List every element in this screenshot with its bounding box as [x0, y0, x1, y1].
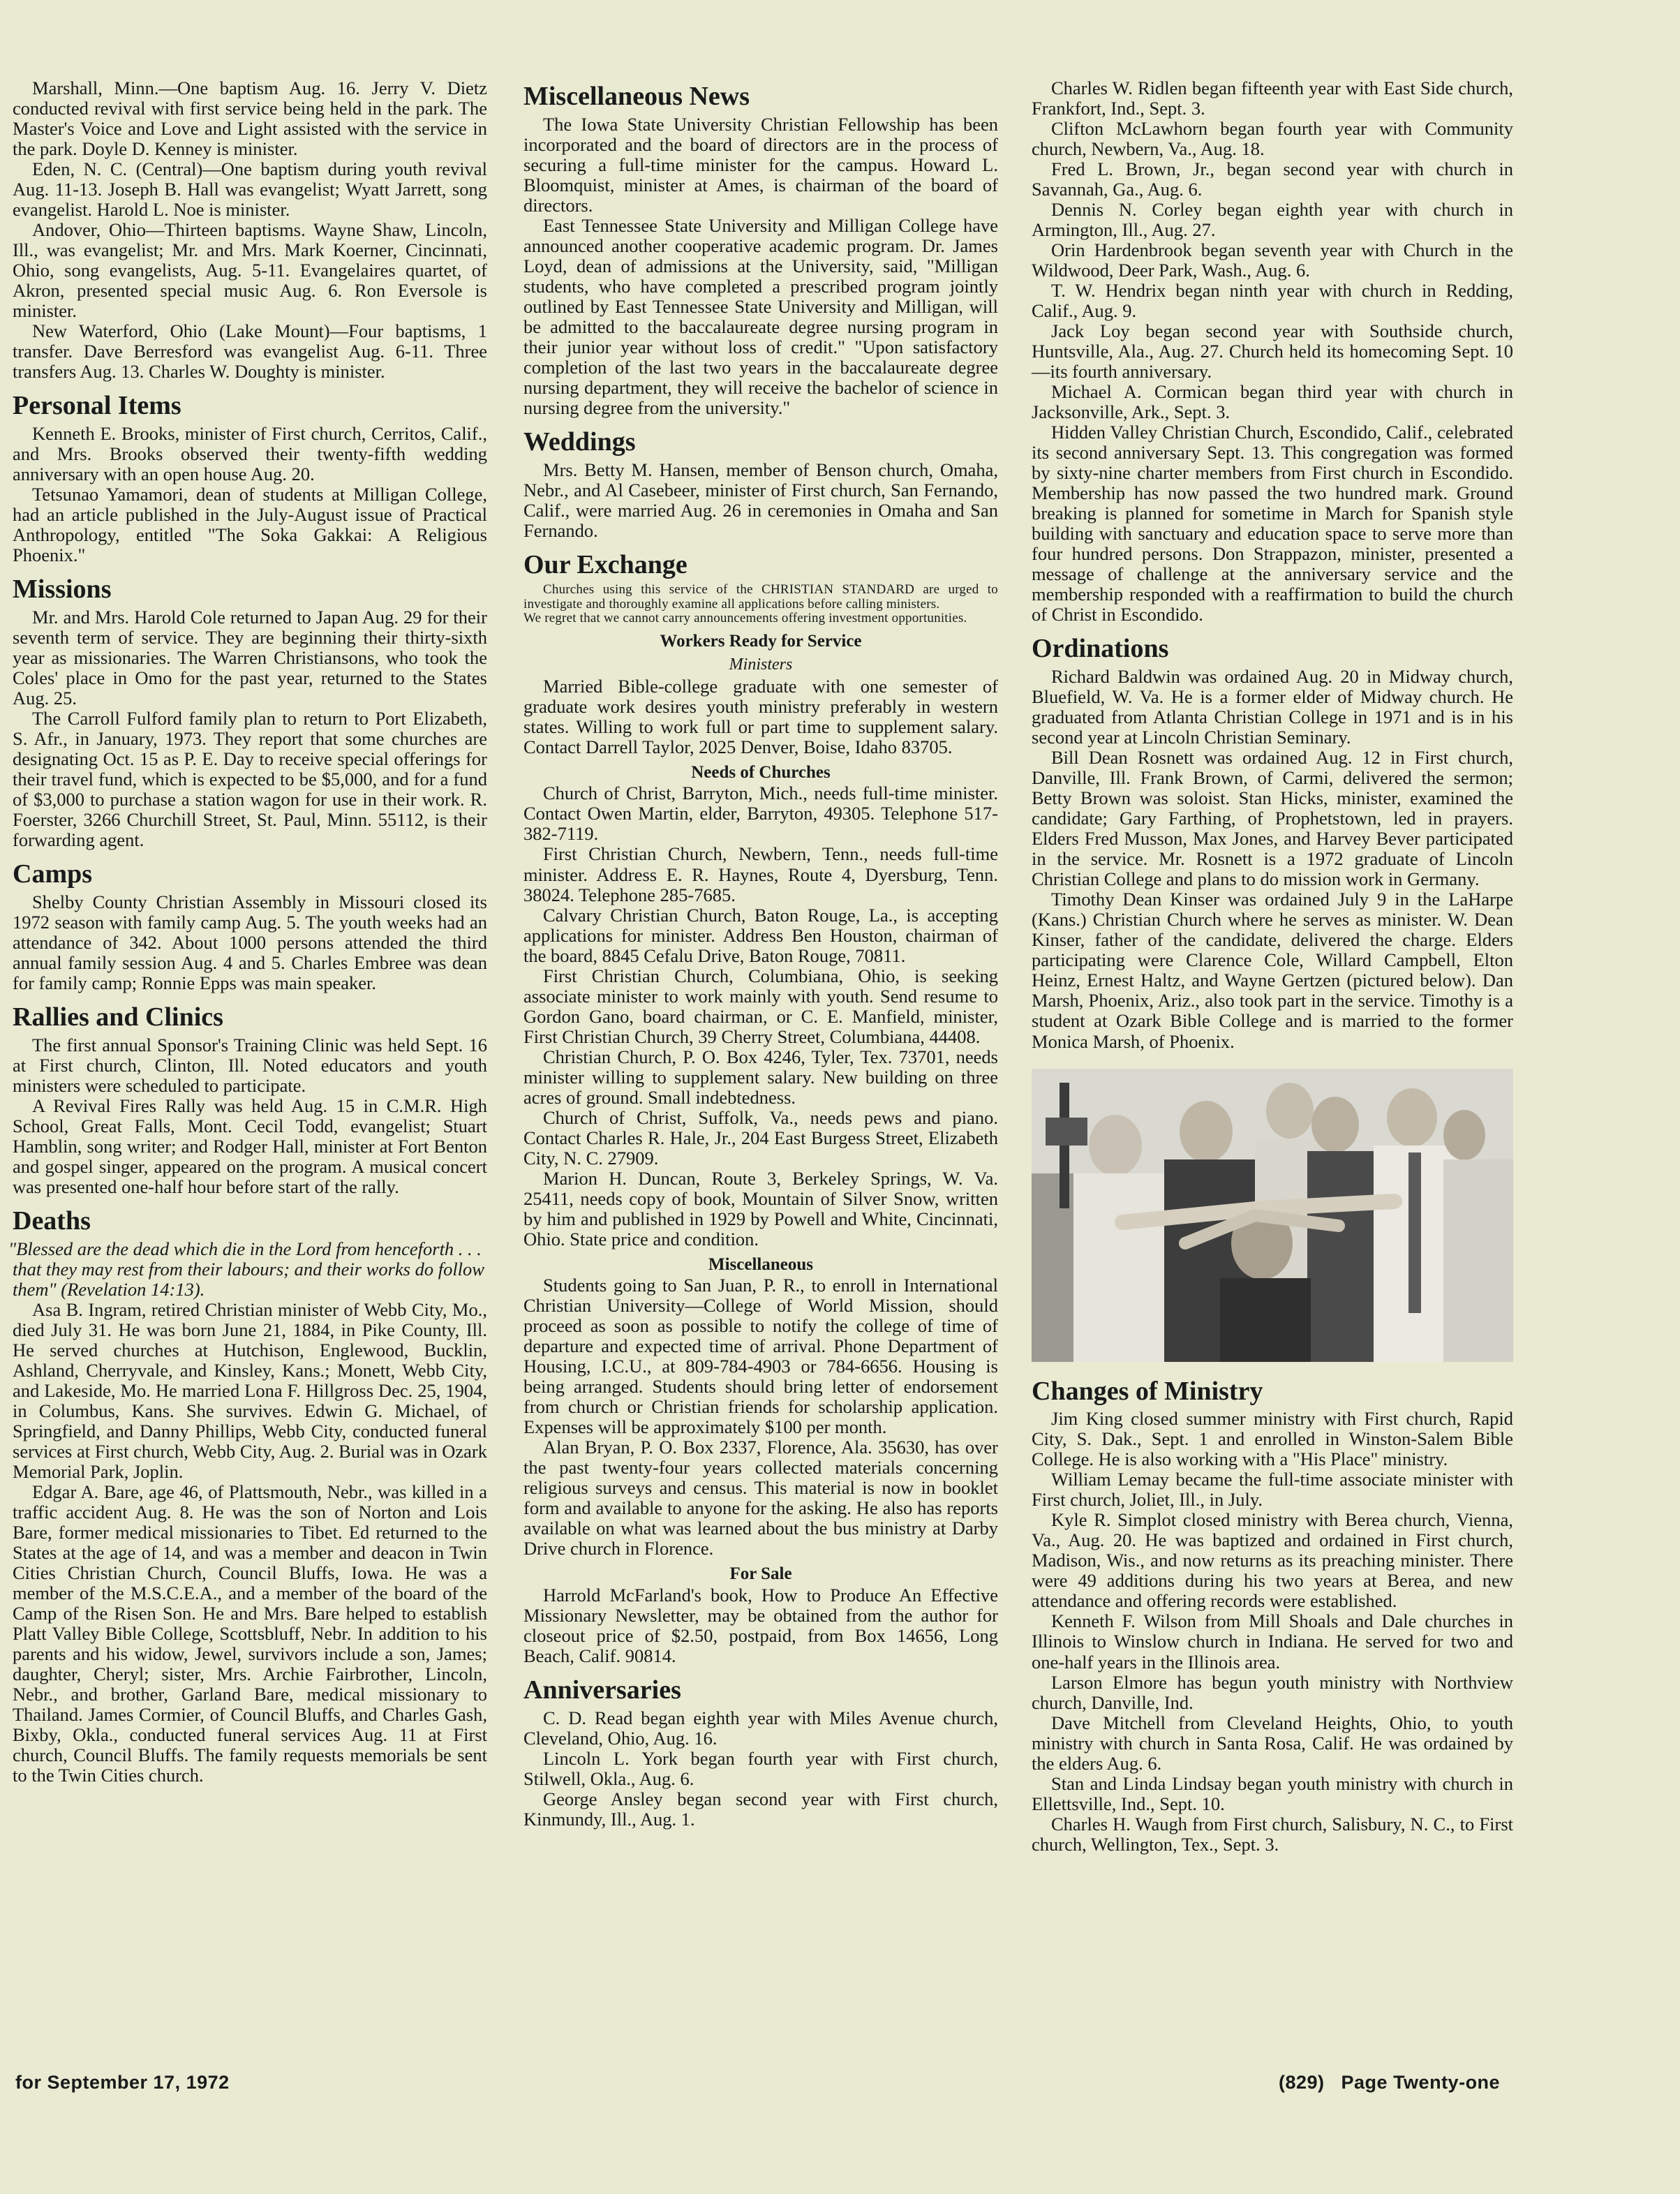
- news-item: Andover, Ohio—Thirteen baptisms. Wayne Shaw, Lincoln, Ill., was evangelist; Mr. and Mrs. Mark Koerner, Cincinnati, Ohio, song evangelists, Aug. 5-11. Evangelaires quartet, of Akron, presented special music Aug. 6. Ron Eversole is minister.: [13, 219, 487, 322]
- news-item: Marshall, Minn.—One baptism Aug. 16. Jerry V. Dietz conducted revival with first service being held in the park. The Master's Voice and Love and Light assisted with the service in the park. Doyle D. Kenney is minister.: [13, 77, 487, 160]
- news-item: The Carroll Fulford family plan to return to Port Elizabeth, S. Afr., in January, 1973. They report that some churches are designating Oct. 15 as P. E. Day to receive special offerings for their travel fund, which is expected to be $5,000, and for a fund of $3,000 to purchase a station wagon for use in their work. R. Foerster, 3266 Churchill Street, St. Paul, Minn. 55112, is their forwarding agent.: [13, 708, 487, 851]
- news-item: Charles W. Ridlen began fifteenth year with East Side church, Frankfort, Ind., Sept. 3.: [1032, 77, 1513, 119]
- section-heading-miscellaneous-news: Miscellaneous News: [523, 82, 750, 111]
- classified-item: First Christian Church, Newbern, Tenn., needs full-time minister. Address E. R. Haynes, Route 4, Dyersburg, Tenn. 38024. Telephone 285-7685.: [523, 843, 998, 905]
- classified-item: Students going to San Juan, P. R., to enroll in International Christian University—College of World Mission, should proceed as soon as possible to notify the college of time of departure and expected time of arrival. Phone Department of Housing, I.C.U., at 809-784-4903 or 784-6656. Housing is being arranged. Students should bring letter of endorsement from church or Christian friends for scholarship application. Expenses will be approximately $100 per month.: [523, 1275, 998, 1438]
- obituary: Edgar A. Bare, age 46, of Plattsmouth, Nebr., was killed in a traffic accident Aug. 8. He was the son of Norton and Lois Bare, former medical missionaries to Tibet. Ed returned to the States at the age of 14, and was a member and deacon in Twin Cities Christian Church, Council Bluffs, Iowa. He was a member of the M.S.C.E.A., and a member of the board of the Camp of the Risen Son. He and Mrs. Bare helped to establish Platt Valley Bible College, Scottsbluff, Nebr. In addition to his parents and his widow, Jewel, survivors include a son, James; daughter, Cheryl; sister, Mrs. Archie Fairbrother, Lincoln, Nebr., and brother, Garland Bare, medical missionary to Thailand. James Cormier, of Council Bluffs, and Charles Gash, Bixby, Okla., conducted funeral services Aug. 11 at First church, Council Bluffs. The family requests memorials be sent to the Twin Cities church.: [13, 1481, 487, 1786]
- news-item: William Lemay became the full-time associate minister with First church, Joliet, Ill., in July.: [1032, 1469, 1513, 1511]
- footer-page-number: (829) Page Twenty-one: [1279, 2072, 1501, 2093]
- section-heading-anniversaries: Anniversaries: [523, 1675, 681, 1705]
- ordination-photo: [1032, 1069, 1513, 1362]
- news-item: Larson Elmore has begun youth ministry with Northview church, Danville, Ind.: [1032, 1671, 1513, 1713]
- scripture-quote: "Blessed are the dead which die in the Lord from henceforth . . . that they may rest from their labours; and their works do follow them" (Revelation 14:13).: [8, 1238, 484, 1300]
- news-item: Stan and Linda Lindsay began youth ministry with church in Ellettsville, Ind., Sept. 10.: [1032, 1772, 1513, 1814]
- news-item: C. D. Read began eighth year with Miles Avenue church, Cleveland, Ohio, Aug. 16.: [523, 1707, 998, 1749]
- news-item: Bill Dean Rosnett was ordained Aug. 12 in First church, Danville, Ill. Frank Brown, of Carmi, delivered the sermon; Betty Brown was soloist. Stan Hicks, minister, examined the candidate; Gary Farthing, of Prophetstown, led in prayers. Elders Fred Musson, Max Jones, and Harvey Bever participated in the service. Mr. Rosnett is a 1972 graduate of Lincoln Christian College and plans to do mission work in Germany.: [1032, 747, 1513, 890]
- classified-item: Marion H. Duncan, Route 3, Berkeley Springs, W. Va. 25411, needs copy of book, Mountain of Silver Snow, written by him and published in 1929 by Powell and White, Cincinnati, Ohio. State price and condition.: [523, 1167, 998, 1250]
- news-item: Jim King closed summer ministry with First church, Rapid City, S. Dak., Sept. 1 and enrolled in Winston-Salem Bible College. He is also working with a "His Place" ministry.: [1032, 1408, 1513, 1470]
- news-item: Clifton McLawhorn began fourth year with Community church, Newbern, Va., Aug. 18.: [1032, 118, 1513, 160]
- news-item: Hidden Valley Christian Church, Escondido, Calif., celebrated its second anniversary Sept. 13. This congregation was formed by sixty-nine charter members from First church in Escondido. Membership has now passed the two hundred mark. Ground breaking is planned for sometime in March for Spanish style building with sanctuary and education space to serve more than four hundred persons. Don Strappazon, minister, presented a message of challenge at the anniversary service and the membership responded with a reaffirmation to build the church of Christ in Escondido.: [1032, 422, 1513, 625]
- ordination-photo-image: [1032, 1069, 1513, 1362]
- news-item: Tetsunao Yamamori, dean of students at Milligan College, had an article published in the July-August issue of Practical Anthropology, entitled "The Soka Gakkai: A Religious Phoenix.": [13, 484, 487, 566]
- column-middle: [523, 78, 998, 1830]
- column-right: [1032, 78, 1513, 1855]
- subheading-for-sale: For Sale: [729, 1564, 792, 1584]
- exchange-disclaimer: We regret that we cannot carry announcements offering investment opportunities.: [523, 611, 967, 626]
- classified-item: Church of Christ, Barryton, Mich., needs full-time minister. Contact Owen Martin, elder, Barryton, 49305. Telephone 517-382-7119.: [523, 783, 998, 845]
- news-item: Lincoln L. York began fourth year with First church, Stilwell, Okla., Aug. 6.: [523, 1747, 998, 1789]
- subheading-workers-ready: Workers Ready for Service: [660, 632, 862, 651]
- news-item: Mr. and Mrs. Harold Cole returned to Japan Aug. 29 for their seventh term of service. They are beginning their thirty-sixth year as missionaries. The Warren Christiansons, who took the Coles' place in Omo for the past year, returned to the States Aug. 25.: [13, 606, 487, 709]
- section-heading-missions: Missions: [13, 575, 112, 605]
- news-item: Kyle R. Simplot closed ministry with Berea church, Vienna, Va., Aug. 20. He was baptized and ordained in First church, Madison, Wis., and now returns as its preaching minister. There were 49 additions during his two years at Berea, and new attendance and offering records were established.: [1032, 1509, 1513, 1612]
- classified-item: Married Bible-college graduate with one semester of graduate work desires youth ministry preferably in western states. Willing to work full or part time to supplement salary. Contact Darrell Taylor, 2025 Denver, Boise, Idaho 83705.: [523, 676, 998, 758]
- news-item: Mrs. Betty M. Hansen, member of Benson church, Omaha, Nebr., and Al Casebeer, minister of First church, San Fernando, Calif., were married Aug. 26 in ceremonies in Omaha and San Fernando.: [523, 459, 998, 541]
- exchange-disclaimer: Churches using this service of the CHRISTIAN STANDARD are urged to investigate and thoroughly examine all applications before calling ministers.: [523, 581, 998, 611]
- news-item: Charles H. Waugh from First church, Salisbury, N. C., to First church, Wellington, Tex., Sept. 3.: [1032, 1813, 1513, 1855]
- classified-item: First Christian Church, Columbiana, Ohio, is seeking associate minister to work mainly with youth. Send resume to Gordon Gano, board chairman, or C. E. Manfield, minister, First Christian Church, 39 Cherry Street, Columbiana, 44408.: [523, 965, 998, 1047]
- news-item: Fred L. Brown, Jr., began second year with church in Savannah, Ga., Aug. 6.: [1032, 158, 1513, 200]
- section-heading-personal-items: Personal Items: [13, 391, 181, 421]
- section-heading-our-exchange: Our Exchange: [523, 549, 687, 579]
- news-item: A Revival Fires Rally was held Aug. 15 in C.M.R. High School, Great Falls, Mont. Cecil Todd, evangelist; Stuart Hamblin, song writer; and Rodger Hall, minister at Fort Benton and gospel singer, appeared on the program. A musical concert was presented one-half hour before start of the rally.: [13, 1095, 487, 1197]
- section-heading-deaths: Deaths: [13, 1206, 91, 1236]
- news-item: T. W. Hendrix began ninth year with church in Redding, Calif., Aug. 9.: [1032, 280, 1513, 322]
- column-left: [8, 77, 487, 1786]
- news-item: Jack Loy began second year with Southside church, Huntsville, Ala., Aug. 27. Church held its homecoming Sept. 10—its fourth anniversary.: [1032, 320, 1513, 383]
- news-item: Orin Hardenbrook began seventh year with Church in the Wildwood, Deer Park, Wash., Aug. 6.: [1032, 239, 1513, 281]
- news-item: George Ansley began second year with First church, Kinmundy, Ill., Aug. 1.: [523, 1788, 998, 1830]
- section-heading-weddings: Weddings: [523, 427, 636, 457]
- footer-date: for September 17, 1972: [15, 2072, 230, 2093]
- obituary: Asa B. Ingram, retired Christian minister of Webb City, Mo., died July 31. He was born June 21, 1884, in Pike County, Ill. He served churches at Hutchison, Englewood, Bucklin, Ashland, Cherryvale, and Kinsley, Kans.; Monett, Webb City, and Lakeside, Mo. He married Lona F. Hillgross Dec. 25, 1904, in Columbus, Kans. She survives. Edwin G. Michael, of Springfield, and Danny Phillips, Webb City, conducted funeral services at First church, Webb City, Aug. 2. Burial was in Ozark Memorial Park, Joplin.: [13, 1298, 487, 1482]
- news-item: Michael A. Cormican began third year with church in Jacksonville, Ark., Sept. 3.: [1032, 381, 1513, 423]
- section-heading-changes-of-ministry: Changes of Ministry: [1032, 1376, 1263, 1406]
- news-item: Dave Mitchell from Cleveland Heights, Ohio, to youth ministry with church in Santa Rosa, Calif. He was ordained by the elders Aug. 6.: [1032, 1712, 1513, 1774]
- news-item: Shelby County Christian Assembly in Missouri closed its 1972 season with family camp Aug. 5. The youth weeks had an attendance of 342. About 1000 persons attended the third annual family session Aug. 4 and 5. Charles Embree was dean for family camp; Ronnie Epps was main speaker.: [13, 891, 487, 993]
- news-item: Eden, N. C. (Central)—One baptism during youth revival Aug. 11-13. Joseph B. Hall was evangelist; Wyatt Jarrett, song evangelist. Harold L. Noe is minister.: [13, 158, 487, 221]
- classified-item: Church of Christ, Suffolk, Va., needs pews and piano. Contact Charles R. Hale, Jr., 204 East Burgess Street, Elizabeth City, N. C. 27909.: [523, 1106, 998, 1169]
- classified-item: Harrold McFarland's book, How to Produce An Effective Missionary Newsletter, may be obtained from the author for closeout price of $2.50, postpaid, from Box 14656, Long Beach, Calif. 90814.: [523, 1584, 998, 1666]
- news-item: New Waterford, Ohio (Lake Mount)—Four baptisms, 1 transfer. Dave Berresford was evangelist Aug. 6-11. Three transfers Aug. 13. Charles W. Doughty is minister.: [13, 320, 487, 383]
- news-item: Dennis N. Corley began eighth year with church in Armington, Ill., Aug. 27.: [1032, 199, 1513, 241]
- subheading-needs-of-churches: Needs of Churches: [691, 763, 831, 783]
- subheading-miscellaneous: Miscellaneous: [708, 1254, 813, 1274]
- news-item: The Iowa State University Christian Fellowship has been incorporated and the board of directors are in the process of securing a full-time minister for the campus. Howard L. Bloomquist, minister at Ames, is chairman of the board of directors.: [523, 113, 998, 216]
- news-item: Kenneth E. Brooks, minister of First church, Cerritos, Calif., and Mrs. Brooks observed their twenty-fifth wedding anniversary with an open house Aug. 20.: [13, 423, 487, 485]
- subheading-ministers: Ministers: [729, 655, 793, 674]
- news-item: Kenneth F. Wilson from Mill Shoals and Dale churches in Illinois to Winslow church in Indiana. He served for two and one-half years in the Illinois area.: [1032, 1610, 1513, 1673]
- news-item: East Tennessee State University and Milligan College have announced another cooperative academic program. Dr. James Loyd, dean of admissions at the University, said, "Milligan students, who have completed a prescribed program jointly outlined by East Tennessee State University and Milligan, will be admitted to the baccalaureate degree nursing program in their junior year without loss of credit." "Upon satisfactory completion of the last two years in the baccalaureate degree nursing department, they will receive the bachelor of science in nursing degree from the university.": [523, 214, 998, 419]
- classified-item: Calvary Christian Church, Baton Rouge, La., is accepting applications for minister. Address Ben Houston, chairman of the board, 8845 Cefalu Drive, Baton Rouge, 70811.: [523, 904, 998, 966]
- classified-item: Christian Church, P. O. Box 4246, Tyler, Tex. 73701, needs minister willing to supplement salary. New building on three acres of ground. Small indebtedness.: [523, 1046, 998, 1108]
- news-item: The first annual Sponsor's Training Clinic was held Sept. 16 at First church, Clinton, Ill. Noted educators and youth ministers were scheduled to participate.: [13, 1034, 487, 1096]
- news-item: Timothy Dean Kinser was ordained July 9 in the LaHarpe (Kans.) Christian Church where he serves as minister. W. Dean Kinser, father of the candidate, delivered the charge. Elders participating were Clarence Cole, Willard Campbell, Elton Heinz, Ernest Haltz, and Wayne Gertzen (pictured below). Dan Marsh, Phoenix, Ariz., also took part in the service. Timothy is a student at Ozark Bible College and is married to the former Monica Marsh, of Phoenix.: [1032, 889, 1513, 1052]
- section-heading-camps: Camps: [13, 859, 93, 889]
- section-heading-rallies: Rallies and Clinics: [13, 1002, 223, 1032]
- news-item: Richard Baldwin was ordained Aug. 20 in Midway church, Bluefield, W. Va. He is a former elder of Midway church. He graduated from Atlanta Christian College in 1971 and is in his second year at Lincoln Christian Seminary.: [1032, 666, 1513, 748]
- section-heading-ordinations: Ordinations: [1032, 634, 1169, 664]
- classified-item: Alan Bryan, P. O. Box 2337, Florence, Ala. 35630, has over the past twenty-four years collected materials concerning religious surveys and census. This material is now in booklet form and available to anyone for the asking. He also has reports available on what was learned about the bus ministry at Darby Drive church in Florence.: [523, 1437, 998, 1559]
